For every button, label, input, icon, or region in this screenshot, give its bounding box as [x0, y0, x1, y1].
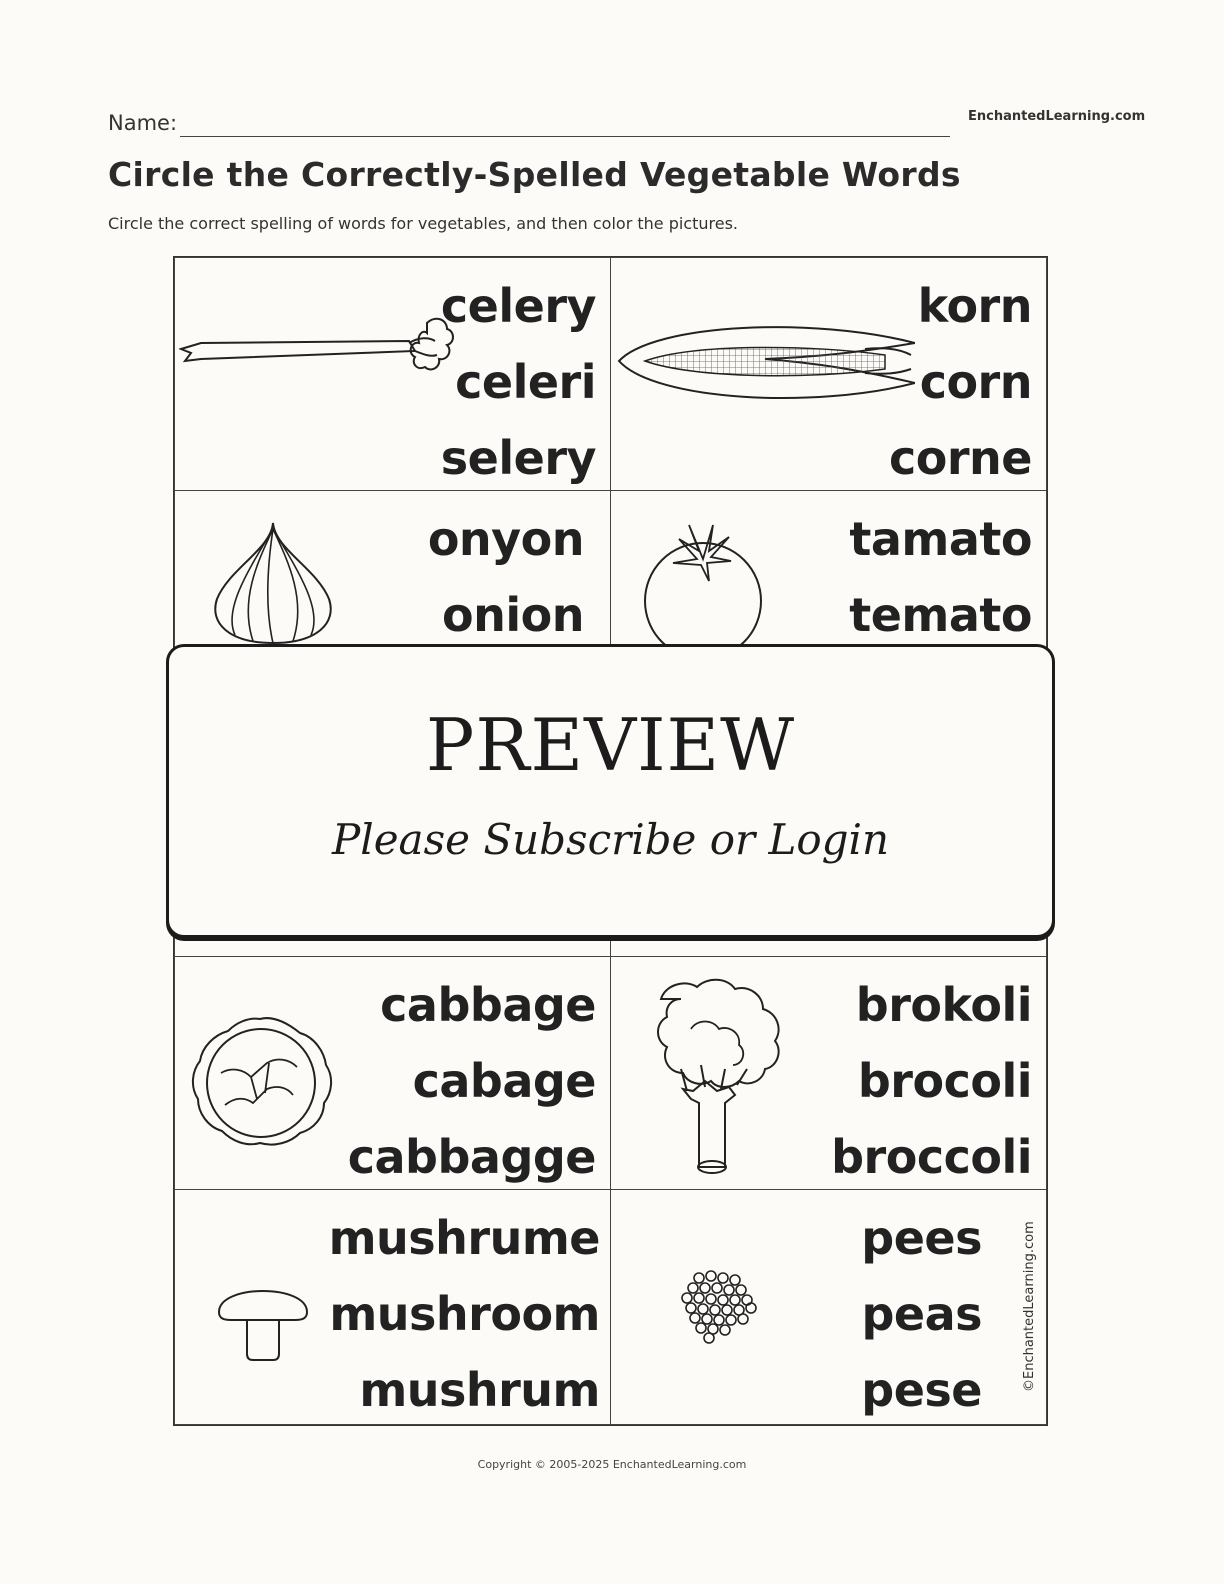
cell-peas: [610, 1189, 1047, 1425]
word-list: [831, 967, 1032, 1190]
word-option[interactable]: pese: [861, 1363, 982, 1417]
word-list: [441, 268, 596, 491]
word-option[interactable]: mushrume: [328, 1211, 600, 1265]
word-list: [861, 1200, 982, 1425]
word-option[interactable]: korn: [917, 279, 1032, 333]
celery-icon: [179, 313, 459, 383]
cell-corn: [610, 257, 1047, 491]
broccoli-icon: [621, 969, 801, 1179]
preview-overlay[interactable]: [166, 644, 1055, 938]
page-title: Circle the Correctly-Spelled Vegetable Words: [108, 155, 961, 194]
tomato-icon: [639, 519, 769, 649]
word-option[interactable]: broccoli: [831, 1130, 1032, 1184]
word-option[interactable]: tamato: [849, 512, 1032, 566]
word-option[interactable]: corn: [919, 355, 1032, 409]
onion-icon: [209, 519, 339, 649]
peas-icon: [669, 1268, 769, 1348]
word-option[interactable]: celeri: [455, 355, 596, 409]
word-list: [849, 501, 1032, 653]
word-option[interactable]: cabbage: [380, 978, 596, 1032]
word-list: [889, 268, 1032, 491]
name-line: [180, 136, 950, 137]
preview-title: PREVIEW: [425, 703, 796, 787]
word-option[interactable]: pees: [861, 1211, 982, 1265]
site-brand[interactable]: EnchantedLearning.com: [968, 109, 1146, 124]
word-option[interactable]: selery: [440, 431, 596, 485]
word-list: [329, 1200, 600, 1425]
corn-icon: [615, 313, 915, 413]
cell-celery: [174, 257, 611, 491]
cell-mushroom: [174, 1189, 611, 1425]
word-option[interactable]: brocoli: [857, 1054, 1032, 1108]
word-option[interactable]: onion: [442, 588, 584, 642]
word-option[interactable]: mushroom: [329, 1287, 600, 1341]
word-option[interactable]: temato: [849, 588, 1032, 642]
mushroom-icon: [215, 1276, 315, 1366]
word-list: [428, 501, 584, 653]
name-label: Name:: [108, 111, 178, 135]
word-option[interactable]: cabage: [412, 1054, 596, 1108]
word-option[interactable]: cabbagge: [347, 1130, 596, 1184]
word-option[interactable]: brokoli: [855, 978, 1032, 1032]
cabbage-icon: [185, 1013, 335, 1153]
cell-broccoli: [610, 956, 1047, 1190]
vertical-credit: ©EnchantedLearning.com: [1022, 1221, 1037, 1392]
word-list: [348, 967, 596, 1190]
instructions: Circle the correct spelling of words for vegetables, and then color the pictures.: [108, 214, 739, 233]
word-option[interactable]: peas: [861, 1287, 982, 1341]
preview-subscribe-login[interactable]: Please Subscribe or Login: [332, 815, 889, 864]
copyright: Copyright © 2005-2025 EnchantedLearning.com: [477, 1458, 747, 1471]
word-option[interactable]: onyon: [427, 512, 584, 566]
word-option[interactable]: celery: [440, 279, 596, 333]
cell-cabbage: [174, 956, 611, 1190]
word-option[interactable]: corne: [888, 431, 1032, 485]
word-option[interactable]: mushrum: [359, 1363, 600, 1417]
